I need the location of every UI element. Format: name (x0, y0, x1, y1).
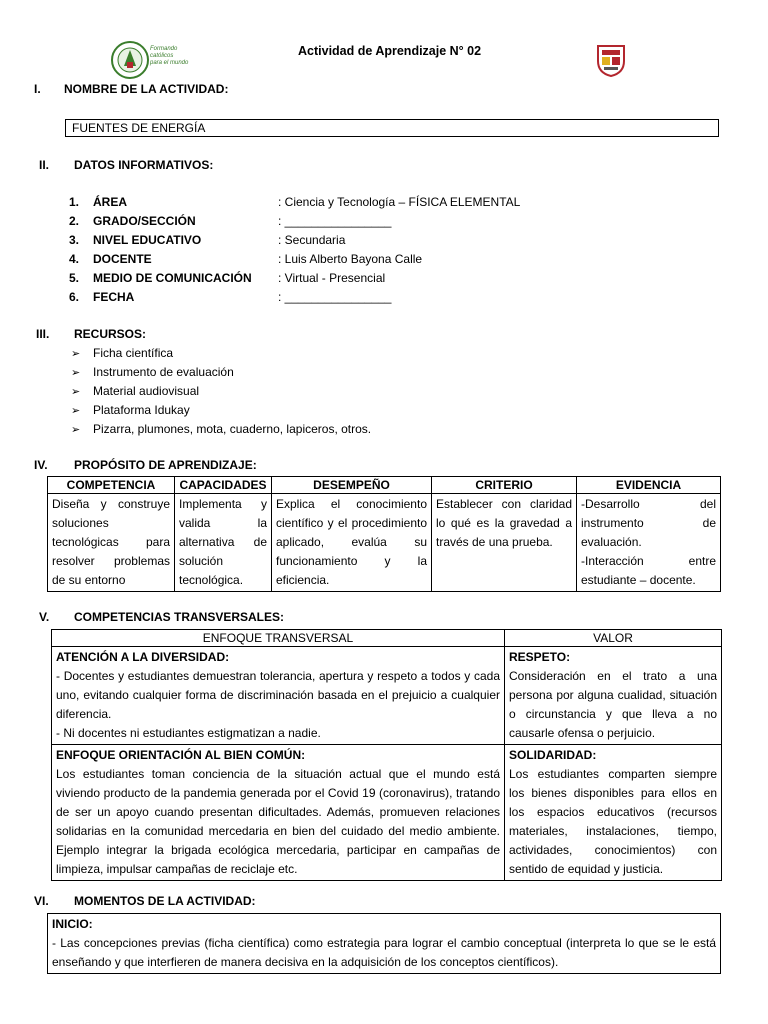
section-1-title: NOMBRE DE LA ACTIVIDAD: (64, 82, 229, 96)
activity-name: FUENTES DE ENERGÍA (72, 121, 206, 135)
info-item-value: : Luis Alberto Bayona Calle (278, 252, 423, 266)
info-item-number: 6. (69, 290, 80, 304)
info-item-number: 5. (69, 271, 80, 285)
proposito-table (47, 476, 721, 592)
enfoque-text: - Docentes y estudiantes demuestran tolerancia, apertura y respeto a todos y cada uno, evitando cualquier forma de discriminación basada en el prejuicio a cualquier diferencia. (56, 669, 500, 721)
info-item (69, 214, 392, 228)
info-item-label: FECHA (93, 290, 135, 304)
list-item-label: Instrumento de evaluación (93, 365, 234, 379)
enfoque-cell (52, 647, 505, 745)
inicio-cell (48, 914, 721, 974)
list-item-label: Pizarra, plumones, mota, cuaderno, lapiceros, otros. (93, 422, 372, 436)
table-header-cell: CRITERIO (432, 477, 577, 494)
list-item-label: Plataforma Idukay (93, 403, 190, 417)
info-item-number: 1. (69, 195, 80, 209)
table-header-cell: VALOR (505, 630, 722, 647)
table-header-cell: ENFOQUE TRANSVERSAL (52, 630, 505, 647)
list-item (71, 422, 371, 436)
section-5-title: COMPETENCIAS TRANSVERSALES: (74, 610, 285, 624)
info-item-value: : ________________ (278, 290, 392, 304)
info-item (69, 252, 423, 266)
desempeno-cell: Explica el conocimiento científico y el procedimiento aplicado, evalúa su funcionamiento y la eficiencia. (272, 494, 432, 592)
capacidades-cell: Implementa y valida la alternativa de solución tecnológica. (175, 494, 272, 592)
info-item (69, 233, 346, 247)
list-item-label: Material audiovisual (93, 384, 200, 398)
table-header-cell: CAPACIDADES (175, 477, 272, 494)
section-2-number: II. (39, 158, 50, 172)
info-item-value: : Virtual - Presencial (278, 271, 386, 285)
info-item-number: 4. (69, 252, 80, 266)
evidencia-item: -Interacción entre estudiante – docente. (581, 554, 716, 587)
section-4-title: PROPÓSITO DE APRENDIZAJE: (74, 458, 257, 472)
valor-cell (505, 647, 722, 745)
info-item-label: NIVEL EDUCATIVO (93, 233, 202, 247)
valor-text: Los estudiantes comparten siempre los bienes disponibles para ellos en los espacios educativos (recursos materiales, instalaciones, tiempo, actividades, conocimientos) con sentido de equidad y justicia. (509, 767, 717, 876)
competencia-cell: Diseña y construye soluciones tecnológicas para resolver problemas de su entorno (48, 494, 175, 592)
table-row (48, 914, 721, 974)
table-header-cell: COMPETENCIA (48, 477, 175, 494)
enfoque-text: Los estudiantes toman conciencia de la situación actual que el mundo está viviendo producto de la pandemia generada por el Covid 19 (coronavirus), tratando de ser un apoyo cuando presentan dificultades. Además, promueven relaciones solidarias en la comunidad mercedaria en bien del cuidado del medio ambiente. Ejemplo integrar la brigada ecológica mercedaria, participar en campañas de limpieza, impulsar campañas de reciclaje etc. (56, 767, 500, 876)
info-item-value: : Ciencia y Tecnología – FÍSICA ELEMENTAL (278, 195, 521, 209)
evidencia-cell (577, 494, 721, 592)
info-item (69, 290, 392, 304)
list-item (71, 346, 173, 360)
table-row (52, 647, 722, 745)
section-4-number: IV. (34, 458, 48, 472)
page-title: Actividad de Aprendizaje N° 02 (298, 44, 482, 58)
table-header-cell: EVIDENCIA (577, 477, 721, 494)
enfoque-title: ATENCIÓN A LA DIVERSIDAD: (56, 650, 230, 664)
list-item (71, 365, 234, 379)
info-item-label: DOCENTE (93, 252, 152, 266)
table-row (52, 745, 722, 881)
inicio-text: - Las concepciones previas (ficha científica) como estrategia para lograr el cambio conceptual (interpreta lo que se le está enseñando y que interfieren de manera decisiva en la adquisición de los conceptos científicos). (52, 936, 716, 969)
info-item-label: MEDIO DE COMUNICACIÓN (93, 271, 252, 285)
list-item (71, 384, 199, 398)
table-row (48, 494, 721, 592)
valor-title: RESPETO: (509, 650, 571, 664)
school-logo-left (110, 40, 192, 80)
info-item-number: 3. (69, 233, 80, 247)
info-item-number: 2. (69, 214, 80, 228)
table-header-row (48, 477, 721, 494)
logo-text-line-2: católicos (150, 53, 174, 59)
section-5-number: V. (39, 610, 50, 624)
competencias-transversales-table (51, 629, 722, 881)
table-header-row (52, 630, 722, 647)
arrow-bullet-icon: ➢ (71, 348, 81, 360)
school-crest-right (596, 43, 626, 77)
section-6-title: MOMENTOS DE LA ACTIVIDAD: (74, 894, 256, 908)
section-1-number: I. (34, 82, 41, 96)
activity-name-box (65, 119, 719, 137)
section-6-number: VI. (34, 894, 49, 908)
list-item-label: Ficha científica (93, 346, 174, 360)
info-item-value: : Secundaria (278, 233, 346, 247)
evidencia-item: -Desarrollo del instrumento de evaluación. (581, 497, 716, 549)
enfoque-title: ENFOQUE ORIENTACIÓN AL BIEN COMÚN: (56, 748, 306, 762)
arrow-bullet-icon: ➢ (71, 424, 81, 436)
info-item-label: GRADO/SECCIÓN (93, 214, 196, 228)
table-header-cell: DESEMPEÑO (272, 477, 432, 494)
criterio-cell: Establecer con claridad lo qué es la gravedad a través de una prueba. (432, 494, 577, 592)
enfoque-text: - Ni docentes ni estudiantes estigmatizan a nadie. (56, 726, 321, 740)
arrow-bullet-icon: ➢ (71, 405, 81, 417)
inicio-title: INICIO: (52, 917, 93, 931)
logo-text-line-3: para el mundo (150, 60, 189, 66)
momentos-table (47, 913, 721, 974)
arrow-bullet-icon: ➢ (71, 367, 81, 379)
arrow-bullet-icon: ➢ (71, 386, 81, 398)
section-2-title: DATOS INFORMATIVOS: (74, 158, 214, 172)
section-3-title: RECURSOS: (74, 327, 147, 341)
list-item (71, 403, 190, 417)
enfoque-cell (52, 745, 505, 881)
info-item-value: : ________________ (278, 214, 392, 228)
logo-text-line-1: Formando (150, 46, 178, 52)
valor-title: SOLIDARIDAD: (509, 748, 597, 762)
info-item (69, 195, 521, 209)
info-item-label: ÁREA (93, 195, 128, 209)
info-item (69, 271, 386, 285)
section-3-number: III. (36, 327, 50, 341)
valor-cell (505, 745, 722, 881)
valor-text: Consideración en el trato a una persona por alguna cualidad, situación o circunstancia y que lleva a no causarle ofensa o perjuicio. (509, 669, 717, 740)
